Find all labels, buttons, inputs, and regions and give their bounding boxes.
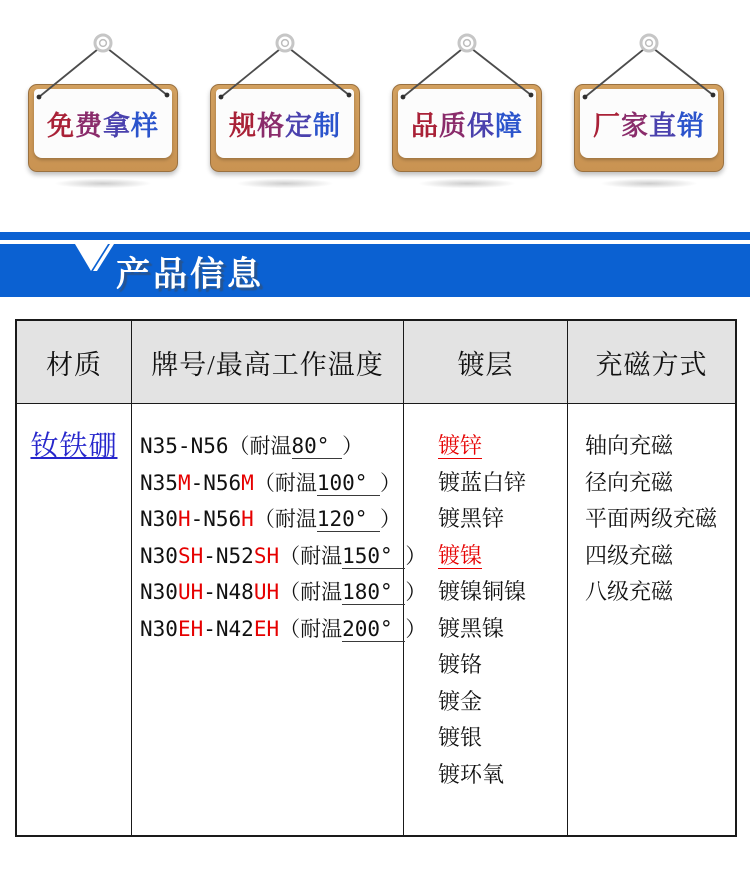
grade-line — [140, 611, 427, 648]
material-link[interactable]: 钕铁硼 — [30, 431, 118, 462]
sign-label — [593, 104, 705, 143]
grade-segment: EH — [177, 616, 204, 641]
coating-item — [438, 574, 567, 611]
grade-segment: 180° — [342, 580, 406, 604]
grade-segment: EH — [253, 616, 280, 641]
grade-segment: N35 — [140, 470, 178, 495]
coating-label: 镀环氧 — [438, 761, 505, 787]
sign-label — [411, 104, 523, 143]
sign-label-char: 费 — [75, 111, 103, 141]
grade-segment: UH — [253, 580, 280, 604]
magnetization-item: 轴向充磁 — [585, 433, 674, 458]
grade-segment: -N56 — [190, 470, 242, 495]
grade-segment: （耐温 — [253, 470, 317, 495]
coating-label: 镀银 — [438, 725, 483, 750]
grade-segment: ） — [342, 434, 364, 458]
coating-label: 镀金 — [438, 688, 483, 714]
grade-segment: N30 — [140, 580, 178, 604]
sign-label-char: 直 — [649, 111, 677, 141]
grade-segment: N30 — [140, 507, 178, 531]
grade-segment: -N56 — [190, 507, 242, 531]
sign-board — [28, 84, 178, 172]
grade-segment: （耐温 — [279, 616, 343, 641]
hanging-sign-badge — [376, 30, 558, 195]
cell-magnetizations — [568, 404, 735, 835]
product-table — [15, 319, 737, 837]
sign-paper — [34, 89, 172, 158]
grade-segment: -N42 — [203, 616, 254, 641]
coating-item — [438, 538, 567, 575]
sign-shadow — [402, 177, 532, 190]
coating-label: 镀蓝白锌 — [438, 469, 527, 495]
grade-segment: （耐温 — [279, 580, 343, 604]
sign-board — [210, 84, 360, 172]
top-accent-bar — [0, 232, 750, 240]
sign-label-char: 免 — [47, 111, 75, 141]
grade-segment: ） — [405, 616, 427, 641]
grade-segment: UH — [177, 580, 204, 604]
coating-item — [438, 428, 567, 465]
cell-material — [17, 404, 132, 835]
sign-label-char: 销 — [677, 111, 705, 141]
cell-grades — [132, 404, 427, 835]
sign-paper — [216, 89, 354, 158]
coating-label: 镀黑锌 — [438, 506, 505, 531]
grade-line — [140, 538, 427, 575]
sign-label-char: 品 — [411, 111, 439, 141]
sign-label-char: 厂 — [593, 111, 621, 141]
sign-board — [392, 84, 542, 172]
header-coating: 镀层 — [404, 321, 568, 404]
grade-line — [140, 501, 403, 538]
magnetization-item: 平面两级充磁 — [585, 506, 718, 531]
grade-segment: M — [241, 470, 254, 495]
coating-item — [438, 684, 567, 721]
sign-label-char: 格 — [257, 111, 285, 141]
coating-item — [438, 465, 567, 502]
grade-segment: （耐温 — [279, 543, 343, 568]
grade-segment: N35-N56 — [140, 434, 229, 458]
hanging-sign-badge — [12, 30, 194, 195]
hanging-sign-badge — [194, 30, 376, 195]
sign-board — [574, 84, 724, 172]
grade-segment: 100° — [316, 470, 381, 495]
coating-label: 镀镍 — [438, 542, 483, 568]
sign-shadow — [584, 177, 714, 190]
sign-shadow — [38, 177, 168, 190]
grade-segment: 80° — [291, 434, 343, 458]
sign-label-char: 家 — [621, 111, 649, 141]
sign-label — [229, 104, 341, 143]
sign-label-char: 定 — [285, 111, 313, 141]
coating-label: 镀铬 — [438, 652, 483, 677]
magnetization-item: 四级充磁 — [585, 542, 674, 568]
magnetization-item: 八级充磁 — [585, 579, 674, 604]
grade-segment: 120° — [316, 507, 381, 531]
grade-segment: N30 — [140, 543, 178, 568]
sign-paper — [580, 89, 718, 158]
sign-label-char: 制 — [313, 111, 341, 141]
grade-line — [140, 574, 427, 611]
sign-label-char: 规 — [229, 111, 257, 141]
grade-segment: 150° — [342, 543, 406, 568]
sign-label-char: 障 — [495, 111, 523, 141]
coating-item — [438, 647, 567, 684]
grade-segment: SH — [253, 543, 280, 568]
magnetization-item: 径向充磁 — [585, 469, 674, 495]
grade-segment: -N52 — [203, 543, 254, 568]
header-magnetization: 充磁方式 — [568, 321, 735, 404]
coating-item — [438, 757, 567, 794]
coating-item — [438, 720, 567, 757]
header-grade-temp: 牌号/最高工作温度 — [132, 321, 404, 404]
grade-segment: （耐温 — [228, 434, 292, 458]
grade-segment: ） — [380, 507, 402, 531]
grade-segment: （耐温 — [253, 507, 317, 531]
grade-segment: H — [177, 507, 191, 531]
grade-segment: SH — [177, 543, 204, 568]
sign-label-char: 样 — [131, 111, 159, 141]
coating-label: 镀镍铜镍 — [438, 579, 527, 604]
grade-segment: N30 — [140, 616, 178, 641]
banner-arrow-icon — [0, 244, 130, 272]
grade-line — [140, 465, 403, 502]
grade-segment: H — [241, 507, 254, 531]
header-material: 材质 — [17, 321, 132, 404]
grade-line — [140, 428, 403, 465]
section-banner — [0, 244, 750, 297]
grade-segment: -N48 — [203, 580, 254, 604]
grade-segment: ） — [405, 543, 427, 568]
coating-label: 镀锌 — [438, 433, 483, 458]
sign-label-char: 质 — [439, 111, 467, 141]
coating-item — [438, 501, 567, 538]
sign-label-char: 拿 — [103, 111, 131, 141]
sign-shadow — [220, 177, 350, 190]
grade-segment: ） — [405, 580, 427, 604]
grade-segment: ） — [380, 470, 402, 495]
grade-segment: 200° — [342, 616, 406, 641]
cell-coatings — [404, 404, 568, 835]
sign-label-char: 保 — [467, 111, 495, 141]
hanging-sign-badge — [558, 30, 740, 195]
sign-label — [47, 104, 159, 143]
coating-item — [438, 611, 567, 648]
sign-paper — [398, 89, 536, 158]
section-title: 产品信息 — [116, 255, 264, 293]
coating-label: 镀黑镍 — [438, 615, 505, 641]
grade-segment: M — [177, 470, 191, 495]
badge-row — [0, 30, 750, 200]
